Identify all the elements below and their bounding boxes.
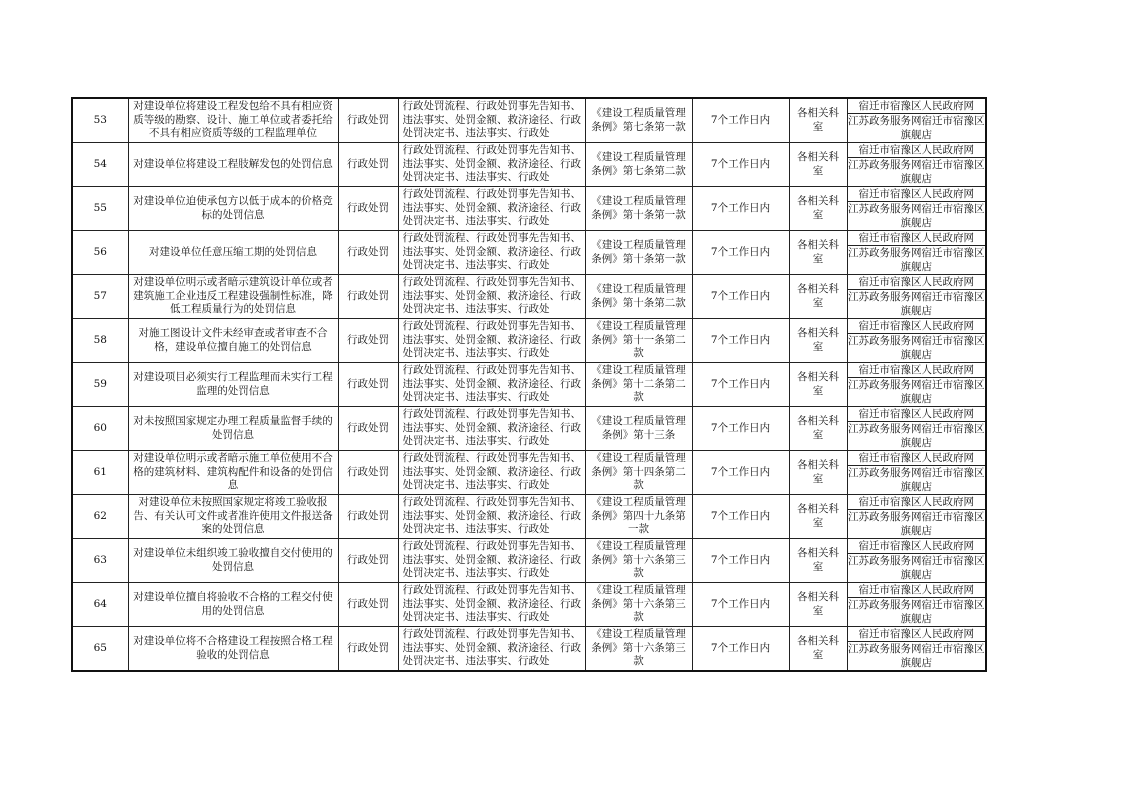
disclosure-content: 行政处罚流程、行政处罚事先告知书、违法事实、处罚金额、救济途径、行政处罚决定书、违法事实、行政处 bbox=[402, 144, 581, 183]
item-name: 对建设单位未组织竣工验收擅自交付使用的处罚信息 bbox=[128, 539, 338, 583]
disclosure-content-cell bbox=[398, 407, 585, 451]
responsible-department: 各相关科室 bbox=[789, 143, 847, 187]
responsible-department: 各相关科室 bbox=[789, 451, 847, 495]
disclosure-content-cell bbox=[398, 319, 585, 363]
disclosure-time-limit: 7个工作日内 bbox=[692, 495, 789, 539]
table-row bbox=[72, 98, 986, 143]
item-category: 行政处罚 bbox=[338, 143, 398, 187]
disclosure-channel bbox=[847, 583, 986, 627]
item-category: 行政处罚 bbox=[338, 98, 398, 143]
channel-service-store: 江苏政务服务网宿迁市宿豫区旗舰店 bbox=[848, 247, 985, 273]
item-category: 行政处罚 bbox=[338, 627, 398, 672]
row-number: 62 bbox=[72, 495, 128, 539]
table-row bbox=[72, 627, 986, 672]
row-number: 55 bbox=[72, 187, 128, 231]
item-category: 行政处罚 bbox=[338, 363, 398, 407]
disclosure-content-cell bbox=[398, 187, 585, 231]
disclosure-time-limit: 7个工作日内 bbox=[692, 143, 789, 187]
disclosure-channel bbox=[847, 98, 986, 143]
disclosure-channel bbox=[847, 143, 986, 187]
item-name: 对建设单位将建设工程发包给不具有相应资质等级的勘察、设计、施工单位或者委托给不具有相应资质等级的工程监理单位 bbox=[128, 98, 338, 143]
disclosure-table-sheet bbox=[71, 97, 987, 672]
table-row bbox=[72, 319, 986, 363]
table-body bbox=[72, 98, 986, 671]
legal-basis: 《建设工程质量管理条例》第十条第一款 bbox=[585, 231, 692, 275]
table-row bbox=[72, 275, 986, 319]
legal-basis: 《建设工程质量管理条例》第七条第二款 bbox=[585, 143, 692, 187]
channel-service-store: 江苏政务服务网宿迁市宿豫区旗舰店 bbox=[848, 115, 985, 141]
table-row bbox=[72, 451, 986, 495]
responsible-department: 各相关科室 bbox=[789, 627, 847, 672]
channel-service-store: 江苏政务服务网宿迁市宿豫区旗舰店 bbox=[848, 555, 985, 581]
item-name: 对建设单位将建设工程肢解发包的处罚信息 bbox=[128, 143, 338, 187]
channel-gov-website: 宿迁市宿豫区人民政府网 bbox=[848, 187, 986, 202]
channel-service-store: 江苏政务服务网宿迁市宿豫区旗舰店 bbox=[848, 291, 985, 317]
disclosure-table bbox=[71, 97, 987, 672]
channel-gov-website: 宿迁市宿豫区人民政府网 bbox=[848, 627, 986, 642]
disclosure-time-limit: 7个工作日内 bbox=[692, 98, 789, 143]
row-number: 54 bbox=[72, 143, 128, 187]
legal-basis: 《建设工程质量管理条例》第十四条第二款 bbox=[585, 451, 692, 495]
disclosure-content: 行政处罚流程、行政处罚事先告知书、违法事实、处罚金额、救济途径、行政处罚决定书、违法事实、行政处 bbox=[402, 188, 581, 227]
disclosure-time-limit: 7个工作日内 bbox=[692, 187, 789, 231]
legal-basis: 《建设工程质量管理条例》第十条第一款 bbox=[585, 187, 692, 231]
table-row bbox=[72, 187, 986, 231]
responsible-department: 各相关科室 bbox=[789, 275, 847, 319]
item-name: 对建设项目必须实行工程监理而未实行工程监理的处罚信息 bbox=[128, 363, 338, 407]
channel-gov-website: 宿迁市宿豫区人民政府网 bbox=[848, 99, 986, 114]
channel-service-store: 江苏政务服务网宿迁市宿豫区旗舰店 bbox=[848, 511, 985, 537]
disclosure-content: 行政处罚流程、行政处罚事先告知书、违法事实、处罚金额、救济途径、行政处罚决定书、违法事实、行政处 bbox=[402, 584, 581, 623]
disclosure-content: 行政处罚流程、行政处罚事先告知书、违法事实、处罚金额、救济途径、行政处罚决定书、违法事实、行政处 bbox=[402, 628, 581, 667]
channel-gov-website: 宿迁市宿豫区人民政府网 bbox=[848, 407, 986, 422]
channel-gov-website: 宿迁市宿豫区人民政府网 bbox=[848, 231, 986, 246]
channel-gov-website: 宿迁市宿豫区人民政府网 bbox=[848, 583, 986, 598]
disclosure-content-cell bbox=[398, 231, 585, 275]
channel-service-store: 江苏政务服务网宿迁市宿豫区旗舰店 bbox=[848, 643, 985, 669]
row-number: 53 bbox=[72, 98, 128, 143]
disclosure-channel bbox=[847, 539, 986, 583]
disclosure-channel bbox=[847, 627, 986, 672]
responsible-department: 各相关科室 bbox=[789, 495, 847, 539]
channel-service-store: 江苏政务服务网宿迁市宿豫区旗舰店 bbox=[848, 203, 985, 229]
legal-basis: 《建设工程质量管理条例》第十六条第三款 bbox=[585, 539, 692, 583]
disclosure-content-cell bbox=[398, 275, 585, 319]
channel-gov-website: 宿迁市宿豫区人民政府网 bbox=[848, 143, 986, 158]
responsible-department: 各相关科室 bbox=[789, 187, 847, 231]
disclosure-content-cell bbox=[398, 583, 585, 627]
channel-gov-website: 宿迁市宿豫区人民政府网 bbox=[848, 539, 986, 554]
responsible-department: 各相关科室 bbox=[789, 407, 847, 451]
channel-gov-website: 宿迁市宿豫区人民政府网 bbox=[848, 451, 986, 466]
item-category: 行政处罚 bbox=[338, 319, 398, 363]
item-category: 行政处罚 bbox=[338, 583, 398, 627]
disclosure-content-cell bbox=[398, 539, 585, 583]
responsible-department: 各相关科室 bbox=[789, 319, 847, 363]
disclosure-time-limit: 7个工作日内 bbox=[692, 583, 789, 627]
item-category: 行政处罚 bbox=[338, 407, 398, 451]
disclosure-content-cell bbox=[398, 98, 585, 143]
responsible-department: 各相关科室 bbox=[789, 98, 847, 143]
legal-basis: 《建设工程质量管理条例》第十六条第三款 bbox=[585, 583, 692, 627]
item-name: 对施工图设计文件未经审查或者审查不合格，建设单位擅自施工的处罚信息 bbox=[128, 319, 338, 363]
table-row bbox=[72, 363, 986, 407]
table-row bbox=[72, 407, 986, 451]
disclosure-time-limit: 7个工作日内 bbox=[692, 363, 789, 407]
disclosure-channel bbox=[847, 407, 986, 451]
disclosure-content: 行政处罚流程、行政处罚事先告知书、违法事实、处罚金额、救济途径、行政处罚决定书、违法事实、行政处 bbox=[402, 320, 581, 359]
row-number: 58 bbox=[72, 319, 128, 363]
channel-service-store: 江苏政务服务网宿迁市宿豫区旗舰店 bbox=[848, 335, 985, 361]
disclosure-time-limit: 7个工作日内 bbox=[692, 539, 789, 583]
channel-service-store: 江苏政务服务网宿迁市宿豫区旗舰店 bbox=[848, 379, 985, 405]
legal-basis: 《建设工程质量管理条例》第四十九条第一款 bbox=[585, 495, 692, 539]
disclosure-content-cell bbox=[398, 143, 585, 187]
item-category: 行政处罚 bbox=[338, 495, 398, 539]
item-category: 行政处罚 bbox=[338, 539, 398, 583]
item-name: 对建设单位擅自将验收不合格的工程交付使用的处罚信息 bbox=[128, 583, 338, 627]
row-number: 59 bbox=[72, 363, 128, 407]
legal-basis: 《建设工程质量管理条例》第十二条第二款 bbox=[585, 363, 692, 407]
channel-gov-website: 宿迁市宿豫区人民政府网 bbox=[848, 363, 986, 378]
table-row bbox=[72, 583, 986, 627]
channel-service-store: 江苏政务服务网宿迁市宿豫区旗舰店 bbox=[848, 467, 985, 493]
channel-service-store: 江苏政务服务网宿迁市宿豫区旗舰店 bbox=[848, 599, 985, 625]
disclosure-content-cell bbox=[398, 451, 585, 495]
disclosure-content-cell bbox=[398, 363, 585, 407]
disclosure-content: 行政处罚流程、行政处罚事先告知书、违法事实、处罚金额、救济途径、行政处罚决定书、违法事实、行政处 bbox=[402, 100, 581, 139]
disclosure-channel bbox=[847, 231, 986, 275]
disclosure-content: 行政处罚流程、行政处罚事先告知书、违法事实、处罚金额、救济途径、行政处罚决定书、违法事实、行政处 bbox=[402, 408, 581, 447]
table-row bbox=[72, 143, 986, 187]
row-number: 56 bbox=[72, 231, 128, 275]
responsible-department: 各相关科室 bbox=[789, 363, 847, 407]
item-category: 行政处罚 bbox=[338, 231, 398, 275]
item-category: 行政处罚 bbox=[338, 187, 398, 231]
item-name: 对建设单位任意压缩工期的处罚信息 bbox=[128, 231, 338, 275]
disclosure-channel bbox=[847, 451, 986, 495]
item-category: 行政处罚 bbox=[338, 451, 398, 495]
row-number: 61 bbox=[72, 451, 128, 495]
responsible-department: 各相关科室 bbox=[789, 583, 847, 627]
disclosure-channel bbox=[847, 495, 986, 539]
item-name: 对建设单位明示或者暗示施工单位使用不合格的建筑材料、建筑构配件和设备的处罚信息 bbox=[128, 451, 338, 495]
disclosure-content-cell bbox=[398, 495, 585, 539]
channel-gov-website: 宿迁市宿豫区人民政府网 bbox=[848, 275, 986, 290]
disclosure-content: 行政处罚流程、行政处罚事先告知书、违法事实、处罚金额、救济途径、行政处罚决定书、违法事实、行政处 bbox=[402, 496, 581, 535]
disclosure-time-limit: 7个工作日内 bbox=[692, 451, 789, 495]
responsible-department: 各相关科室 bbox=[789, 231, 847, 275]
channel-service-store: 江苏政务服务网宿迁市宿豫区旗舰店 bbox=[848, 159, 985, 185]
table-row bbox=[72, 539, 986, 583]
legal-basis: 《建设工程质量管理条例》第十三条 bbox=[585, 407, 692, 451]
item-name: 对建设单位明示或者暗示建筑设计单位或者建筑施工企业违反工程建设强制性标准，降低工程质量行为的处罚信息 bbox=[128, 275, 338, 319]
responsible-department: 各相关科室 bbox=[789, 539, 847, 583]
disclosure-content-cell bbox=[398, 627, 585, 672]
disclosure-channel bbox=[847, 275, 986, 319]
disclosure-content: 行政处罚流程、行政处罚事先告知书、违法事实、处罚金额、救济途径、行政处罚决定书、违法事实、行政处 bbox=[402, 364, 581, 403]
disclosure-time-limit: 7个工作日内 bbox=[692, 407, 789, 451]
row-number: 64 bbox=[72, 583, 128, 627]
disclosure-time-limit: 7个工作日内 bbox=[692, 627, 789, 672]
disclosure-channel bbox=[847, 319, 986, 363]
channel-gov-website: 宿迁市宿豫区人民政府网 bbox=[848, 319, 986, 334]
row-number: 65 bbox=[72, 627, 128, 672]
channel-service-store: 江苏政务服务网宿迁市宿豫区旗舰店 bbox=[848, 423, 985, 449]
disclosure-content: 行政处罚流程、行政处罚事先告知书、违法事实、处罚金额、救济途径、行政处罚决定书、违法事实、行政处 bbox=[402, 452, 581, 491]
disclosure-content: 行政处罚流程、行政处罚事先告知书、违法事实、处罚金额、救济途径、行政处罚决定书、违法事实、行政处 bbox=[402, 540, 581, 579]
disclosure-time-limit: 7个工作日内 bbox=[692, 319, 789, 363]
row-number: 57 bbox=[72, 275, 128, 319]
item-category: 行政处罚 bbox=[338, 275, 398, 319]
item-name: 对建设单位将不合格建设工程按照合格工程验收的处罚信息 bbox=[128, 627, 338, 672]
table-row bbox=[72, 495, 986, 539]
row-number: 63 bbox=[72, 539, 128, 583]
row-number: 60 bbox=[72, 407, 128, 451]
disclosure-content: 行政处罚流程、行政处罚事先告知书、违法事实、处罚金额、救济途径、行政处罚决定书、违法事实、行政处 bbox=[402, 232, 581, 271]
disclosure-channel bbox=[847, 363, 986, 407]
disclosure-channel bbox=[847, 187, 986, 231]
disclosure-time-limit: 7个工作日内 bbox=[692, 275, 789, 319]
disclosure-time-limit: 7个工作日内 bbox=[692, 231, 789, 275]
channel-gov-website: 宿迁市宿豫区人民政府网 bbox=[848, 495, 986, 510]
legal-basis: 《建设工程质量管理条例》第十条第二款 bbox=[585, 275, 692, 319]
item-name: 对建设单位迫使承包方以低于成本的价格竞标的处罚信息 bbox=[128, 187, 338, 231]
legal-basis: 《建设工程质量管理条例》第十一条第二款 bbox=[585, 319, 692, 363]
disclosure-content: 行政处罚流程、行政处罚事先告知书、违法事实、处罚金额、救济途径、行政处罚决定书、违法事实、行政处 bbox=[402, 276, 581, 315]
item-name: 对未按照国家规定办理工程质量监督手续的处罚信息 bbox=[128, 407, 338, 451]
legal-basis: 《建设工程质量管理条例》第七条第一款 bbox=[585, 98, 692, 143]
table-row bbox=[72, 231, 986, 275]
legal-basis: 《建设工程质量管理条例》第十六条第三款 bbox=[585, 627, 692, 672]
item-name: 对建设单位未按照国家规定将竣工验收报告、有关认可文件或者准许使用文件报送备案的处罚信息 bbox=[128, 495, 338, 539]
